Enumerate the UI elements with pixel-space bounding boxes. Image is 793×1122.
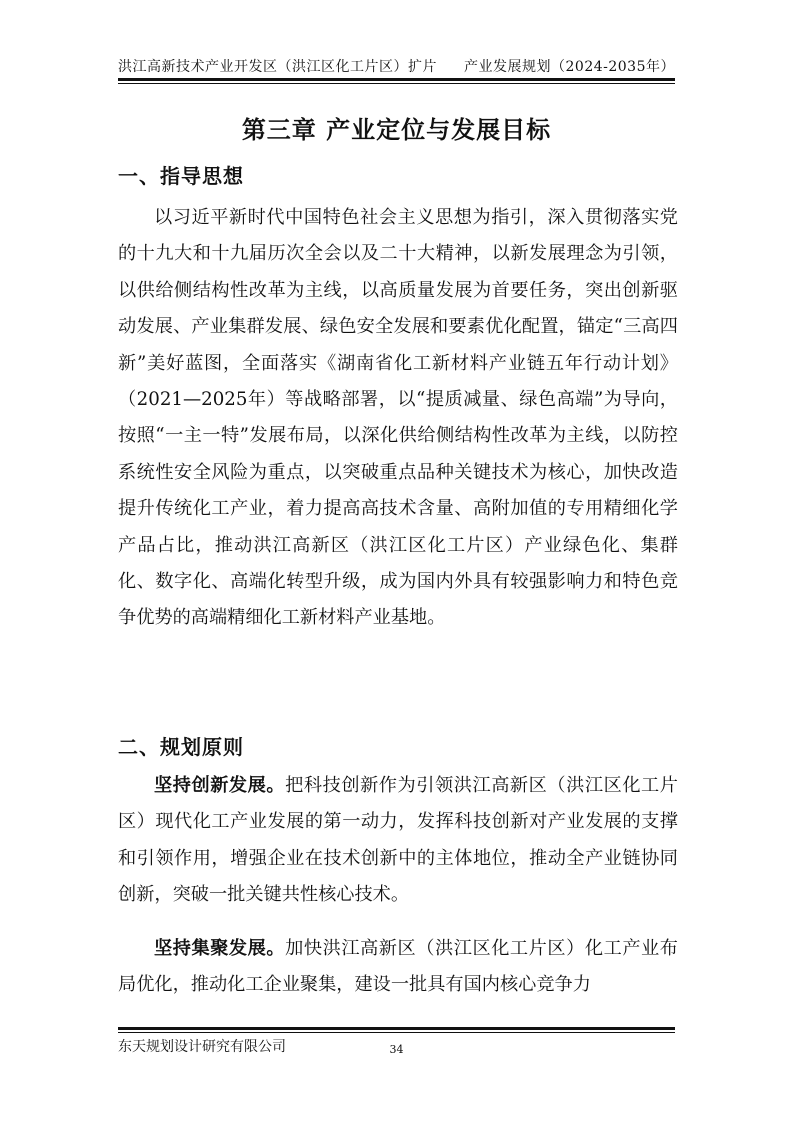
footer-rule-thin (118, 1032, 675, 1033)
principle-agglomeration-lead: 坚持集聚发展。 (154, 938, 286, 959)
header-left-title: 洪江高新技术产业开发区（洪江区化工片区）扩片 (118, 59, 437, 75)
page-number: 34 (389, 1043, 404, 1056)
principle-agglomeration-body: 加快洪江高新区（洪江区化工片区）化工产业布局优化，推动化工企业聚集，建设一批具有国内核心竞争力 (118, 938, 678, 996)
footer-company: 东天规划设计研究有限公司 (118, 1039, 286, 1055)
running-header (118, 56, 675, 76)
principle-innovation-paragraph (118, 768, 678, 914)
section-heading-planning-principles: 二、规划原则 (118, 735, 244, 759)
header-rule-thin (118, 83, 675, 84)
principle-agglomeration-paragraph (118, 931, 678, 1004)
section-heading-guiding-thought: 一、指导思想 (118, 164, 244, 188)
principle-innovation-lead: 坚持创新发展。 (154, 775, 286, 796)
header-right-title: 产业发展规划（2024-2035年） (464, 59, 675, 75)
header-rule (118, 78, 675, 81)
footer-rule (118, 1027, 675, 1030)
principle-innovation-body: 把科技创新作为引领洪江高新区（洪江区化工片区）现代化工产业发展的第一动力，发挥科技创新对产业发展的支撑和引领作用，增强企业在技术创新中的主体地位，推动全产业链协同创新，突破一批关键共性核心技术。 (118, 775, 678, 906)
chapter-title: 第三章 产业定位与发展目标 (241, 116, 552, 144)
guiding-thought-paragraph: 以习近平新时代中国特色社会主义思想为指引，深入贯彻落实党的十九大和十九届历次全会以及二十大精神，以新发展理念为引领，以供给侧结构性改革为主线，以高质量发展为首要任务，突出创新驱动发展、产业集群发展、绿色安全发展和要素优化配置，锚定“三高四新”美好蓝图，全面落实《湖南省化工新材料产业链五年行动计划》（2021—2025年）等战略部署，以“提质减量、绿色高端”为导向，按照“一主一特”发展布局，以深化供给侧结构性改革为主线，以防控系统性安全风险为重点，以突破重点品种关键技术为核心，加快改造提升传统化工产业，着力提高高技术含量、高附加值的专用精细化学产品占比，推动洪江高新区（洪江区化工片区）产业绿色化、集群化、数字化、高端化转型升级，成为国内外具有较强影响力和特色竞争优势的高端精细化工新材料产业基地。 (118, 207, 678, 629)
